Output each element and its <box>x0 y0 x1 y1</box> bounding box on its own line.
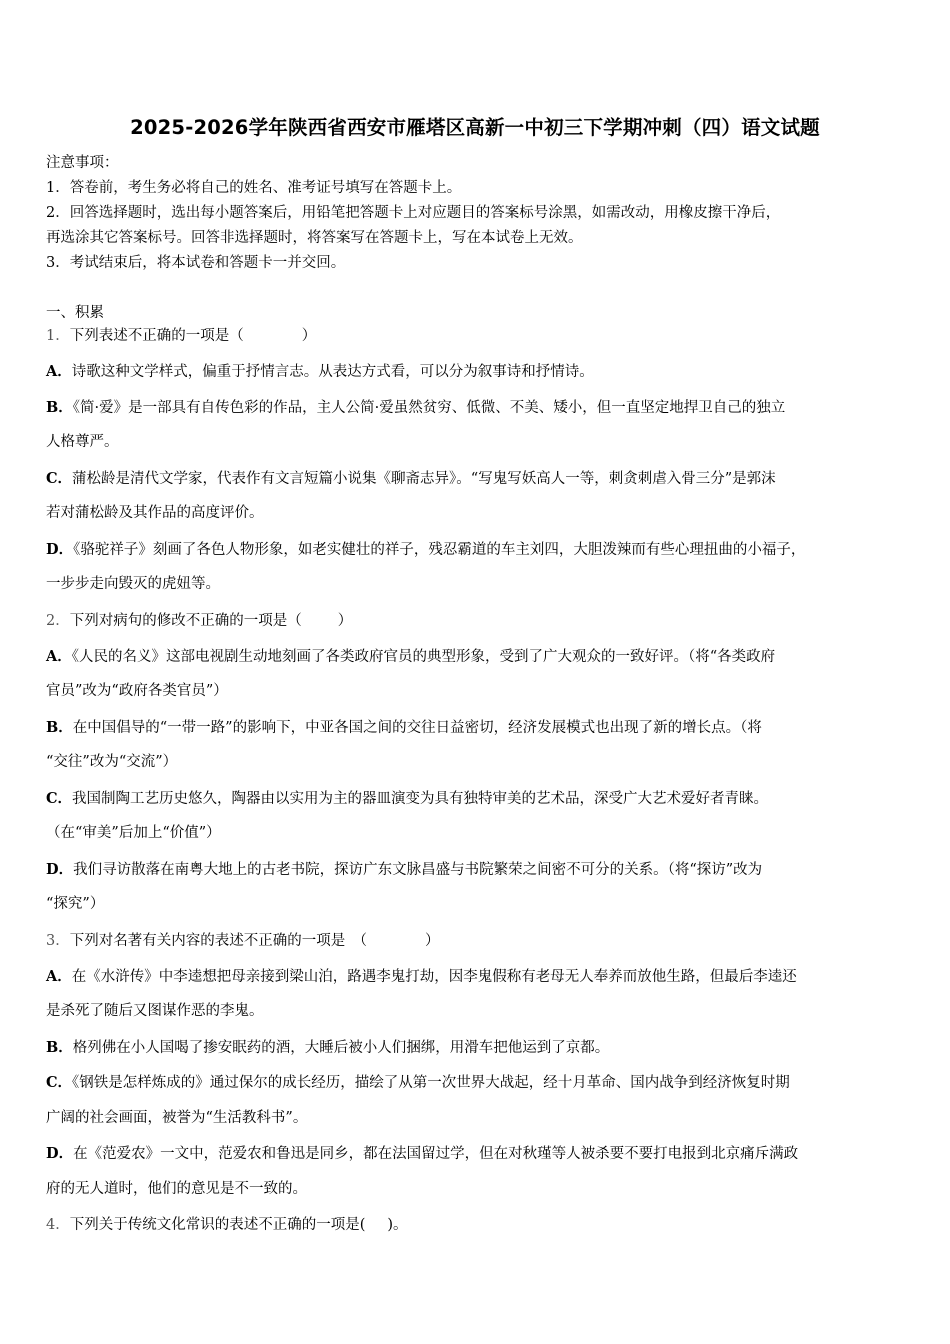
question-close: )。 <box>387 1217 408 1233</box>
notice-item: 2．回答选择题时，选出每小题答案后，用铅笔把答题卡上对应题目的答案标号涂黑，如需改动，用橡皮擦干净后， <box>46 205 781 221</box>
option-text-cont: “交往”改为“交流”） <box>46 754 178 770</box>
question-number: 2． <box>46 612 70 629</box>
question-close: ） <box>337 612 353 629</box>
questions <box>46 318 916 1243</box>
option-text: 格列佛在小人国喝了掺安眠药的酒，大睡后被小人们捆绑，用滑车把他运到了京都。 <box>72 1039 610 1056</box>
option-label: A． <box>46 363 72 380</box>
option-text: 诗歌这种文学样式，偏重于抒情言志。从表达方式看，可以分为叙事诗和抒情诗。 <box>71 364 594 380</box>
question-text: 下列关于传统文化常识的表述不正确的一项是( <box>69 1217 366 1233</box>
question-number: 3． <box>46 932 70 949</box>
option-label: C． <box>46 789 73 807</box>
option-item <box>46 1136 916 1207</box>
option-text: 在《范爱农》一文中，范爱农和鲁迅是同乡，都在法国留过学，但在对秋瑾等人被杀要不要打电报到北京痛斥满政 <box>73 1146 799 1162</box>
option-label: B． <box>46 1038 73 1056</box>
notice-item: 3．考试结束后，将本试卷和答题卡一并交回。 <box>46 255 346 271</box>
option-label: C． <box>46 1074 73 1091</box>
option-text-cont: （在“审美”后加上“价值”） <box>46 825 221 841</box>
option-text-cont: 广阔的社会画面，被誉为“生活教科书”。 <box>46 1109 308 1126</box>
question-stem <box>46 603 916 639</box>
option-label: D． <box>46 540 74 558</box>
option-text-cont: 是杀死了随后又图谋作恶的李鬼。 <box>46 1003 264 1019</box>
question-number: 1． <box>46 328 70 344</box>
option-text: 我们寻访散落在南粤大地上的古老书院，探访广东文脉昌盛与书院繁荣之间密不可分的关系。（将“探访”改为 <box>73 861 763 878</box>
option-item <box>46 532 916 603</box>
option-label: C． <box>46 469 73 487</box>
option-label: A． <box>46 647 72 665</box>
option-text-cont: 人格尊严。 <box>46 434 119 450</box>
question-close: ） <box>424 932 440 949</box>
question-stem <box>46 1207 916 1243</box>
notice-heading: 注意事项： <box>46 155 119 171</box>
option-item <box>46 1065 916 1136</box>
option-item <box>46 710 916 781</box>
option-text-cont: “探究”） <box>46 896 105 912</box>
question-text: 下列对名著有关内容的表述不正确的一项是 （ <box>69 932 367 949</box>
page-title: 2025-2026学年陕西省西安市雁塔区高新一中初三下学期冲刺（四）语文试题 <box>130 116 820 139</box>
option-text: 蒲松龄是清代文学家，代表作有文言短篇小说集《聊斋志异》。“写鬼写妖高人一等，刺贪刺虐入骨三分”是郭沫 <box>72 470 776 487</box>
option-label: D． <box>46 860 74 878</box>
option-item <box>46 1030 916 1066</box>
question-stem <box>46 318 916 354</box>
option-label: D． <box>46 1145 74 1162</box>
option-text-cont: 一步步走向毁灭的虎妞等。 <box>46 576 220 592</box>
option-text: 《简·爱》是一部具有自传色彩的作品，主人公简·爱虽然贫穷、低微、不美、矮小，但一直坚定地捍卫自己的独立 <box>72 399 786 416</box>
option-item <box>46 781 916 852</box>
option-text: 《人民的名义》这部电视剧生动地刻画了各类政府官员的典型形象，受到了广大观众的一致好评。（将“各类政府 <box>71 648 776 665</box>
question-text: 下列对病句的修改不正确的一项是（ <box>69 612 302 629</box>
option-item <box>46 639 916 710</box>
option-text: 《钢铁是怎样炼成的》通过保尔的成长经历，描绘了从第一次世界大战起，经十月革命、国内战争到经济恢复时期 <box>72 1075 790 1091</box>
question-number: 4． <box>46 1217 70 1233</box>
option-text-cont: 若对蒲松龄及其作品的高度评价。 <box>46 505 264 521</box>
section-heading: 一、积累 <box>46 305 104 321</box>
option-text: 在中国倡导的“一带一路”的影响下，中亚各国之间的交往日益密切，经济发展模式也出现了新的增长点。（将 <box>72 719 762 736</box>
option-label: A． <box>46 967 72 985</box>
option-text: 在《水浒传》中李逵想把母亲接到梁山泊，路遇李鬼打劫，因李鬼假称有老母无人奉养而放他生路，但最后李逵还 <box>71 968 797 985</box>
question-text: 下列表述不正确的一项是（ <box>69 328 244 344</box>
option-label: B． <box>46 718 73 736</box>
option-item <box>46 959 916 1030</box>
option-item <box>46 461 916 532</box>
option-item <box>46 390 916 461</box>
option-item <box>46 852 916 923</box>
notice-block <box>46 151 906 276</box>
notice-item: 再选涂其它答案标号。回答非选择题时，将答案写在答题卡上，写在本试卷上无效。 <box>46 230 583 246</box>
option-item <box>46 354 916 390</box>
notice-item: 1．答卷前，考生务必将自己的姓名、准考证号填写在答题卡上。 <box>46 180 462 196</box>
option-text-cont: 府的无人道时，他们的意见是不一致的。 <box>46 1180 307 1197</box>
option-text: 我国制陶工艺历史悠久，陶器由以实用为主的器皿演变为具有独特审美的艺术品，深受广大艺术爱好者青睐。 <box>72 790 769 807</box>
option-text: 《骆驼祥子》刻画了各色人物形象，如老实健壮的祥子，残忍霸道的车主刘四，大胆泼辣而有些心理扭曲的小福子， <box>73 541 806 558</box>
option-text-cont: 官员”改为“政府各类官员”） <box>46 683 228 699</box>
question-close: ） <box>301 328 317 344</box>
question-stem <box>46 923 916 959</box>
option-label: B． <box>46 398 73 416</box>
